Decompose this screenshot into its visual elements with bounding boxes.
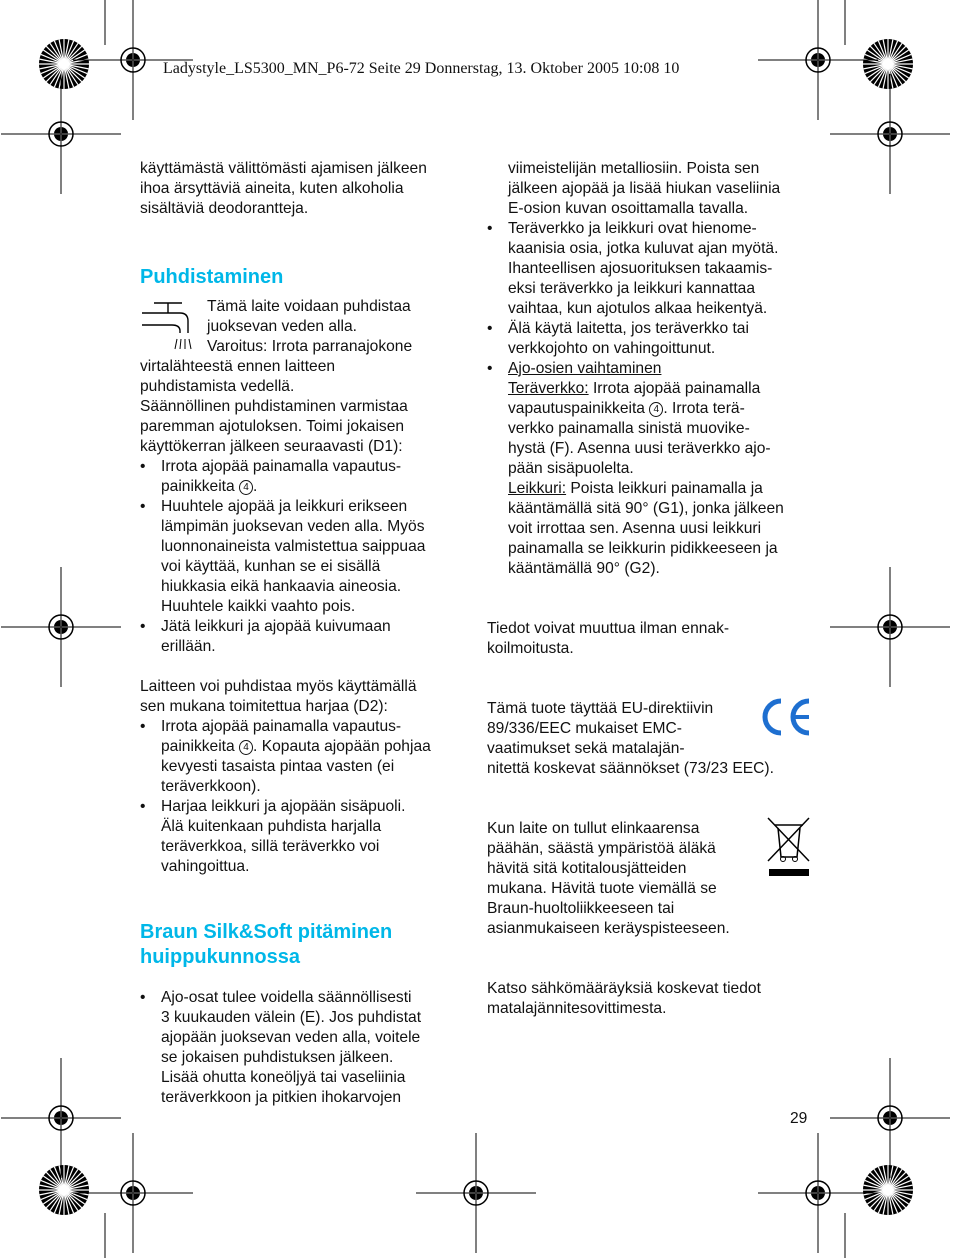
list-item: • Huuhtele ajopää ja leikkuri erikseen lämpimän juoksevan veden alla. Myös luonnonaineista valmistettua saippuaa voi käyttää, kunhan se ei sisällä hiukkasia eikä hankaavia aineosia. Huuhtele kaikki vaahto pois. <box>140 497 470 617</box>
list-item: • Teräverkko ja leikkuri ovat hienome- kaanisia osia, jotka kuluvat ajan myötä. Ihanteellisen ajosuorituksen takaamis- eksi teräverkko ja leikkuri kannattaa vaihtaa, kun ajotulos alkaa heikentyä. <box>487 219 817 319</box>
ce-block: Tämä tuote täyttää EU-direktiivin 89/336/EEC mukaiset EMC- vaatimukset sekä matalajän- nitettä koskevat säännökset (73/23 EEC). <box>487 699 817 779</box>
list-item: • Irrota ajopää painamalla vapautus- painikkeita 4 . <box>140 457 470 497</box>
maintenance-steps <box>140 988 470 1108</box>
change-notice: Tiedot voivat muuttua ilman ennak- koilmoitusta. <box>487 620 730 657</box>
adapter-note: Katso sähkömääräyksiä koskevat tiedot matalajännitesovittimesta. <box>487 980 761 1017</box>
continued-text: viimeistelijän metalliosiin. Poista sen jälkeen ajopää ja lisää hiukan vaseliinia E-osion kuvan osoittamalla tavalla. <box>508 160 781 217</box>
parts-notes <box>487 219 817 579</box>
ref-number-4: 4 <box>239 740 253 755</box>
body-line: virtalähteestä ennen laitteen <box>140 358 336 375</box>
intro-line: sisältäviä deodorantteja. <box>140 200 309 217</box>
list-item: • Irrota ajopää painamalla vapautus- painikkeita 4 . Kopauta ajopään pohjaa kevyesti tasaista pintaa vasten (ei teräverkkoon). <box>140 717 470 797</box>
section-title-maintenance: Braun Silk&Soft pitäminen <box>140 921 393 943</box>
print-header: Ladystyle_LS5300_MN_P6-72 Seite 29 Donnerstag, 13. Oktober 2005 10:08 10 <box>163 60 680 77</box>
tap-text: Varoitus: Irrota parranajokone <box>207 338 413 355</box>
intro-line: ihoa ärsyttäviä aineita, kuten alkoholia <box>140 180 404 197</box>
tap-block <box>140 297 470 357</box>
intro-line: käyttämästä välittömästi ajamisen jälkeen <box>140 160 427 177</box>
list-item: • Ajo-osat tulee voidella säännöllisesti 3 kuukauden välein (E). Jos puhdistat ajopään juoksevan veden alla, voitele se jokaisen puhdistuksen jälkeen. Lisää ohutta koneöljyä tai vaseliinia teräverkkoon ja pitkien ihokarvojen <box>140 988 470 1108</box>
body-line: puhdistamista vedellä. <box>140 378 295 395</box>
ce-mark-icon <box>759 695 813 739</box>
section-title-maintenance: huippukunnossa <box>140 946 300 968</box>
right-column <box>487 159 817 1019</box>
water-tap-icon <box>140 299 196 355</box>
tap-text: Tämä laite voidaan puhdistaa <box>207 298 411 315</box>
tap-text: juoksevan veden alla. <box>207 318 357 335</box>
cutter-label: Leikkuri: <box>508 480 567 497</box>
crossed-bin-icon <box>765 815 813 879</box>
brush-steps <box>140 717 470 877</box>
page-number: 29 <box>790 1110 808 1127</box>
ref-number-4: 4 <box>239 480 253 495</box>
replace-title: • Ajo-osien vaihtaminen <box>508 360 662 377</box>
left-column <box>140 159 470 1108</box>
body-line: sen mukana toimitettua harjaa (D2): <box>140 698 388 715</box>
foil-label: Teräverkko: <box>508 380 589 397</box>
list-item: • Harjaa leikkuri ja ajopään sisäpuoli. Älä kuitenkaan puhdista harjalla teräverkkoa, sillä teräverkko voi vahingoittua. <box>140 797 470 877</box>
list-item: • Ajo-osien vaihtaminen Teräverkko: Irrota ajopää painamalla vapautuspainikkeita 4 . Irrota terä- verkko painamalla sinistä muovike- hystä (F). Asenna uusi teräverkko ajo- pään sisäpuolelta. Leikkuri: Poista leikkuri painamalla ja kääntämällä sitä 90° (G1), jonka jälkeen voit irrottaa sen. Asenna uusi leikkuri painamalla se leikkurin pidikkeeseen ja kääntämällä 90° (G2). <box>487 359 817 579</box>
list-item: • Älä käytä laitetta, jos teräverkko tai verkkojohto on vahingoittunut. <box>487 319 817 359</box>
body-line: paremman ajotuloksen. Toimi jokaisen <box>140 418 405 435</box>
cleaning-steps <box>140 457 470 657</box>
body-line: Laitteen voi puhdistaa myös käyttämällä <box>140 678 417 695</box>
ref-number-4: 4 <box>649 402 663 417</box>
body-line: Säännöllinen puhdistaminen varmistaa <box>140 398 408 415</box>
section-title-cleaning: Puhdistaminen <box>140 266 284 288</box>
body-line: käyttökerran jälkeen seuraavasti (D1): <box>140 438 403 455</box>
weee-block: Kun laite on tullut elinkaarensa päähän, säästä ympäristöä äläkä hävitä sitä kotitalousjätteiden mukana. Hävitä tuote viemällä se Braun-huoltoliikkeeseen tai asianmukaiseen keräyspisteeseen. <box>487 819 817 939</box>
list-item: • Jätä leikkuri ja ajopää kuivumaan erillään. <box>140 617 470 657</box>
